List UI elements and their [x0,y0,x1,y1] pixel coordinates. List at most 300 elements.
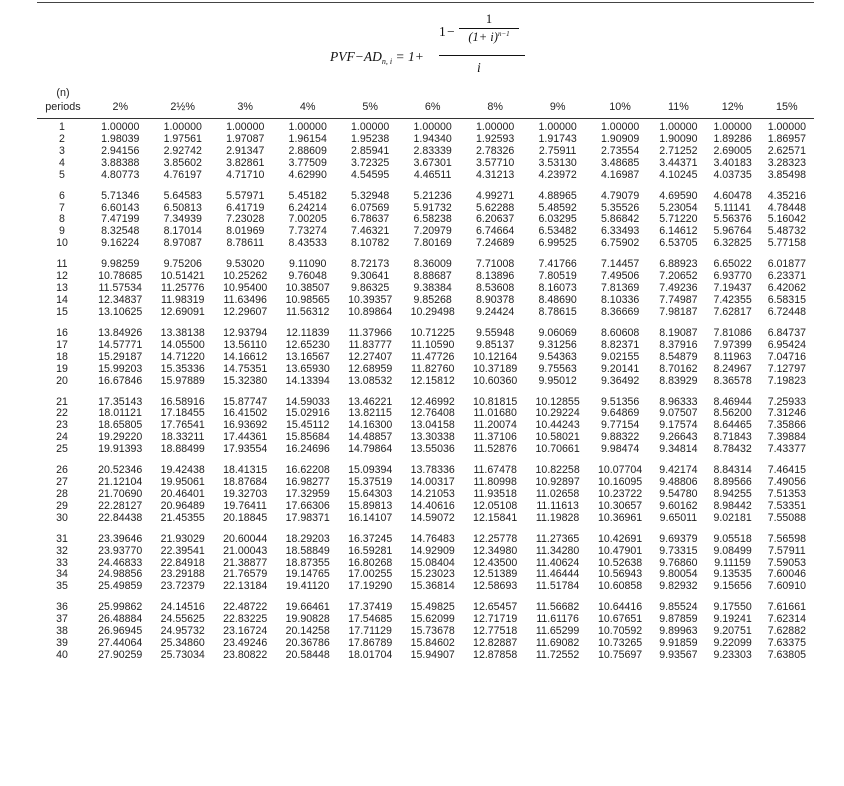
factor-value: 8.46944 [713,395,752,408]
factor-value: 7.25933 [767,395,806,408]
factor-value: 18.58849 [285,544,330,557]
factor-value: 17.98371 [285,511,330,524]
period-number: 6 [59,189,65,202]
factor-value: 8.36578 [713,374,752,387]
factor-value: 11.25776 [161,282,205,295]
factor-value: 4.79079 [600,189,640,202]
factor-value: 15.49825 [410,601,455,614]
factor-value: 9.17574 [659,419,698,432]
factor-value: 11.01680 [473,407,517,420]
factor-value: 4.16987 [600,168,640,181]
factor-value: 6.03295 [538,213,577,226]
period-number: 23 [56,419,68,432]
factor-value: 7.57911 [768,544,806,557]
factor-value: 1.90090 [659,132,698,145]
factor-value: 6.24214 [288,201,327,214]
factor-value: 18.87355 [285,556,330,569]
factor-value: 8.16073 [538,282,577,295]
factor-value: 15.09394 [348,464,393,477]
factor-value: 8.82371 [600,338,640,351]
factor-value: 11.11613 [536,499,579,512]
factor-value: 9.22099 [713,637,752,650]
factor-value: 15.84602 [410,637,455,650]
table-row [37,581,814,593]
factor-value: 16.93692 [223,419,268,432]
factor-value: 23.93770 [98,544,143,557]
factor-value: 11.47726 [410,350,455,363]
table-row [37,158,814,170]
factor-value: 9.98474 [600,443,640,456]
factor-value: 11.67478 [473,464,517,477]
factor-value: 4.35216 [767,189,806,202]
factor-value: 5.48732 [767,225,806,238]
factor-value: 21.38877 [223,556,268,569]
factor-value: 2.94156 [101,144,140,157]
factor-value: 5.86842 [600,213,640,226]
period-number: 19 [56,362,68,375]
factor-value: 4.80773 [101,168,140,181]
factor-value: 8.53608 [476,282,515,295]
factor-value: 7.55088 [767,511,806,524]
period-number: 38 [56,625,68,638]
factor-value: 14.00317 [410,476,455,489]
factor-value: 7.46415 [767,464,806,477]
factor-value: 20.96489 [160,499,205,512]
factor-value: 9.19241 [713,613,752,626]
factor-value: 2.71252 [659,144,698,157]
factor-value: 4.62990 [288,168,327,181]
table-row [37,376,814,388]
factor-value: 14.40616 [410,499,455,512]
factor-value: 6.50813 [163,201,202,214]
factor-value: 8.78432 [713,443,752,456]
factor-value: 16.80268 [348,556,393,569]
factor-value: 1.00000 [659,121,698,133]
factor-value: 26.96945 [98,625,143,638]
factor-value: 14.75351 [223,362,268,375]
factor-value: 10.23722 [598,487,643,500]
factor-value: 7.62314 [767,613,806,626]
factor-value: 6.88923 [659,258,698,271]
factor-value: 18.41315 [223,464,268,477]
factor-value: 19.90828 [285,613,330,626]
factor-value: 11.61176 [536,613,579,626]
factor-value: 15.45112 [285,419,330,432]
factor-value: 8.70162 [659,362,698,375]
factor-value: 15.85684 [285,431,330,444]
factor-value: 7.49056 [767,476,806,489]
factor-value: 9.13535 [713,568,752,581]
factor-value: 17.93554 [223,443,268,456]
factor-value: 8.43533 [288,237,327,250]
factor-value: 10.75697 [598,649,643,661]
factor-value: 7.23028 [226,213,265,226]
table-row [37,119,814,134]
column-header-rate: 3% [214,100,276,119]
factor-value: 9.20141 [600,362,640,375]
factor-value: 6.99525 [538,237,577,250]
factor-value: 15.36814 [410,580,455,593]
factor-value: 17.76541 [160,419,205,432]
factor-value: 10.16095 [598,476,643,489]
factor-value: 16.37245 [348,532,393,545]
table-row [37,352,814,364]
factor-value: 12.82887 [473,637,518,650]
factor-value: 10.95400 [223,282,268,295]
factor-value: 12.65230 [285,338,330,351]
factor-value: 7.19823 [767,374,806,387]
factor-value: 9.38384 [413,282,452,295]
factor-value: 6.01877 [767,258,806,271]
factor-value: 5.77158 [767,237,806,250]
table-row [37,501,814,513]
factor-value: 10.38507 [285,282,330,295]
factor-value: 15.99203 [98,362,143,375]
factor-value: 12.11839 [285,326,330,339]
factor-value: 8.10336 [600,293,640,306]
factor-value: 9.86325 [351,282,390,295]
factor-value: 10.64416 [598,601,643,614]
factor-value: 7.73274 [288,225,327,238]
factor-value: 4.46511 [413,168,452,181]
factor-value: 21.70690 [98,487,143,500]
factor-value: 11.02658 [535,487,580,500]
factor-value: 13.65930 [285,362,330,375]
factor-value: 4.10245 [659,168,698,181]
factor-value: 7.61661 [767,601,806,614]
factor-value: 14.05500 [160,338,205,351]
factor-value: 2.85941 [351,144,390,157]
factor-value: 1.00000 [538,121,577,133]
factor-value: 15.97889 [160,374,205,387]
factor-value: 1.00000 [288,121,327,133]
factor-value: 6.41719 [226,201,265,214]
factor-value: 9.51356 [600,395,640,408]
factor-value: 12.77518 [473,625,518,638]
factor-value: 17.86789 [348,637,393,650]
factor-value: 11.65299 [535,625,580,638]
factor-value: 11.10590 [410,338,455,351]
factor-value: 9.54363 [538,350,577,363]
factor-value: 10.51421 [160,270,205,283]
factor-value: 7.20979 [413,225,452,238]
factor-value: 9.11159 [714,556,751,569]
factor-value: 21.76579 [223,568,268,581]
factor-value: 11.20074 [473,419,517,432]
factor-value: 18.01121 [98,407,142,420]
factor-value: 2.73554 [600,144,640,157]
factor-value: 10.98565 [285,293,330,306]
factor-value: 1.00000 [163,121,202,133]
period-number: 15 [56,305,68,318]
formula-inner-numerator: 1 [485,12,493,26]
factor-value: 13.38138 [160,326,205,339]
factor-value: 2.88609 [288,144,327,157]
column-header-rate: 2% [89,100,151,119]
factor-value: 8.01969 [226,225,265,238]
factor-value: 14.16612 [223,350,268,363]
factor-value: 8.72173 [351,258,390,271]
factor-value: 19.95061 [160,476,205,489]
factor-value: 19.42438 [160,464,205,477]
table-row [37,444,814,456]
factor-value: 8.48690 [538,293,577,306]
factor-value: 14.59072 [410,511,455,524]
factor-value: 15.94907 [410,649,455,661]
factor-value: 1.98039 [101,132,140,145]
factor-value: 14.76483 [410,532,455,545]
factor-value: 16.24696 [285,443,330,456]
table-row [37,513,814,525]
period-number: 2 [59,132,65,145]
factor-value: 7.47199 [101,213,140,226]
factor-value: 6.60143 [101,201,140,214]
factor-value: 8.13896 [476,270,515,283]
factor-value: 8.83929 [659,374,698,387]
factor-value: 6.32825 [713,237,752,250]
table-row [37,340,814,352]
factor-value: 8.11963 [713,350,752,363]
factor-value: 24.14516 [160,601,205,614]
period-number: 27 [56,476,68,489]
factor-value: 9.26643 [659,431,698,444]
factor-value: 8.24967 [713,362,752,375]
factor-value: 10.89864 [348,305,393,318]
factor-value: 6.72448 [767,305,806,318]
factor-value: 8.56200 [713,407,752,420]
factor-value: 10.70661 [535,443,580,456]
factor-value: 20.46401 [160,487,205,500]
period-number: 4 [59,156,65,169]
factor-value: 15.08404 [410,556,455,569]
table-row [37,307,814,319]
factor-value: 7.80519 [538,270,577,283]
factor-value: 9.95012 [538,374,577,387]
factor-value: 7.49236 [659,282,698,295]
factor-value: 11.69082 [535,637,580,650]
factor-value: 12.05108 [473,499,518,512]
formula-one: 1 [439,24,446,39]
column-header-rate: 11% [651,100,705,119]
factor-value: 3.77509 [288,156,327,169]
factor-value: 1.86957 [767,132,806,145]
factor-value: 1.90909 [600,132,640,145]
factor-value: 9.89963 [659,625,698,638]
period-number: 17 [56,338,68,351]
formula-lhs: $PVF-AD_{n, i} = 1+$ [330,49,424,66]
factor-value: 10.56943 [598,568,643,581]
factor-value: 9.48806 [659,476,698,489]
factor-value: 8.96333 [659,395,698,408]
factor-value: 6.33493 [600,225,640,238]
factor-value: 13.56110 [223,338,267,351]
factor-value: 9.60162 [659,499,698,512]
factor-value: 1.00000 [767,121,806,133]
period-number: 11 [56,258,68,271]
factor-value: 10.30657 [598,499,643,512]
column-header-rate: 2½% [151,100,213,119]
factor-value: 19.32703 [223,487,268,500]
factor-value: 24.98856 [98,568,143,581]
factor-value: 10.60360 [473,374,518,387]
factor-value: 12.43500 [473,556,518,569]
factor-value: 5.16042 [767,213,806,226]
factor-value: 12.76408 [410,407,455,420]
factor-value: 5.91732 [413,201,452,214]
factor-value: 1.96154 [288,132,327,145]
factor-value: 21.93029 [160,532,205,545]
factor-value: 5.11141 [714,201,751,214]
factor-value: 1.91743 [538,132,577,145]
factor-value: 6.53482 [538,225,577,238]
table-row [37,328,814,340]
factor-value: 12.69091 [160,305,205,318]
factor-value: 6.93770 [713,270,752,283]
factor-value: 6.42062 [767,282,806,295]
factor-value: 13.84926 [98,326,143,339]
period-number: 21 [56,395,68,408]
factor-value: 18.01704 [348,649,393,661]
factor-value: 11.34280 [535,544,580,557]
factor-value: 24.55625 [160,613,205,626]
factor-value: 11.51784 [535,580,580,593]
factor-value: 17.37419 [348,601,393,614]
factor-value: 10.42691 [598,532,643,545]
factor-value: 11.93518 [473,487,517,500]
factor-value: 12.34837 [98,293,143,306]
factor-value: 2.91347 [226,144,265,157]
factor-value: 5.21236 [413,189,452,202]
factor-value: 11.72552 [535,649,580,661]
factor-value: 9.06069 [538,326,577,339]
factor-value: 6.74664 [476,225,515,238]
factor-value: 2.83339 [413,144,452,157]
factor-value: 8.64465 [713,419,752,432]
factor-value: 7.63805 [767,649,806,661]
factor-value: 7.41766 [538,258,577,271]
factor-value: 6.58315 [767,293,806,306]
factor-value: 12.68959 [348,362,393,375]
factor-value: 16.58916 [160,395,205,408]
factor-value: 20.52346 [98,464,143,477]
factor-value: 3.72325 [351,156,390,169]
factor-value: 14.21053 [410,487,455,500]
factor-value: 13.55036 [410,443,455,456]
factor-value: 6.78637 [351,213,390,226]
period-number: 13 [56,282,68,295]
factor-value: 18.87684 [223,476,268,489]
factor-value: 7.04716 [767,350,806,363]
pvf-ad-table [37,86,814,662]
period-number: 36 [56,601,68,614]
factor-value: 11.37106 [473,431,517,444]
factor-value: 10.58021 [535,431,580,444]
column-header-rate: 9% [526,100,588,119]
factor-value: 11.19828 [535,511,580,524]
factor-value: 14.59033 [285,395,330,408]
factor-value: 10.60858 [598,580,643,593]
factor-value: 19.14765 [285,568,330,581]
factor-value: 9.05518 [713,532,752,545]
factor-value: 10.47901 [598,544,643,557]
factor-value: 23.39646 [98,532,143,545]
column-header-n: (n) [56,87,70,99]
factor-value: 25.73034 [160,649,205,661]
factor-value: 1.89286 [713,132,752,145]
factor-value: 15.02916 [285,407,330,420]
factor-value: 4.76197 [163,168,202,181]
factor-value: 5.57971 [226,189,265,202]
period-number: 14 [56,293,68,306]
factor-value: 13.04158 [410,419,455,432]
factor-value: 15.87747 [223,395,268,408]
factor-value: 12.34980 [473,544,518,557]
factor-value: 8.32548 [101,225,140,238]
formula-inner-denominator: $(1+ i)^{n-1}$ [468,30,510,44]
factor-value: 8.10782 [351,237,390,250]
table-row [37,364,814,376]
factor-value: 10.70592 [598,625,643,638]
factor-value: 3.57710 [476,156,515,169]
factor-value: 13.78336 [410,464,455,477]
factor-value: 7.14457 [600,258,640,271]
factor-value: 12.87858 [473,649,518,661]
factor-value: 14.13394 [285,374,330,387]
factor-value: 10.71225 [410,326,455,339]
factor-value: 8.37916 [659,338,698,351]
factor-value: 18.33211 [161,431,205,444]
factor-value: 18.65805 [98,419,143,432]
factor-value: 23.16724 [223,625,268,638]
factor-value: 9.23303 [713,649,752,661]
table-row [37,238,814,250]
factor-value: 3.48685 [600,156,640,169]
factor-value: 20.14258 [285,625,330,638]
factor-value: 9.76860 [659,556,698,569]
factor-value: 21.45355 [160,511,205,524]
factor-value: 1.00000 [101,121,140,133]
factor-value: 9.85524 [659,601,698,614]
factor-value: 22.83225 [223,613,268,626]
factor-value: 2.78326 [476,144,515,157]
factor-value: 21.00043 [223,544,268,557]
table-row [37,534,814,546]
factor-value: 6.75902 [600,237,640,250]
factor-value: 17.32959 [285,487,330,500]
factor-value: 2.69005 [713,144,752,157]
factor-value: 1.95238 [351,132,390,145]
factor-value: 7.63375 [767,637,806,650]
period-number: 24 [56,431,68,444]
factor-value: 8.36009 [413,258,452,271]
factor-value: 11.56682 [535,601,580,614]
factor-value: 25.99862 [98,601,143,614]
period-number: 30 [56,511,68,524]
table-row [37,191,814,203]
period-number: 9 [59,225,65,238]
factor-value: 8.98442 [713,499,752,512]
period-number: 26 [56,464,68,477]
factor-value: 15.29187 [98,350,143,363]
factor-value: 8.88687 [413,270,452,283]
factor-value: 7.20652 [659,270,698,283]
factor-value: 22.84918 [160,556,205,569]
factor-value: 16.98277 [285,476,330,489]
factor-value: 1.97561 [163,132,202,145]
factor-value: 11.83777 [348,338,392,351]
period-number: 39 [56,637,68,650]
factor-value: 10.73265 [598,637,643,650]
